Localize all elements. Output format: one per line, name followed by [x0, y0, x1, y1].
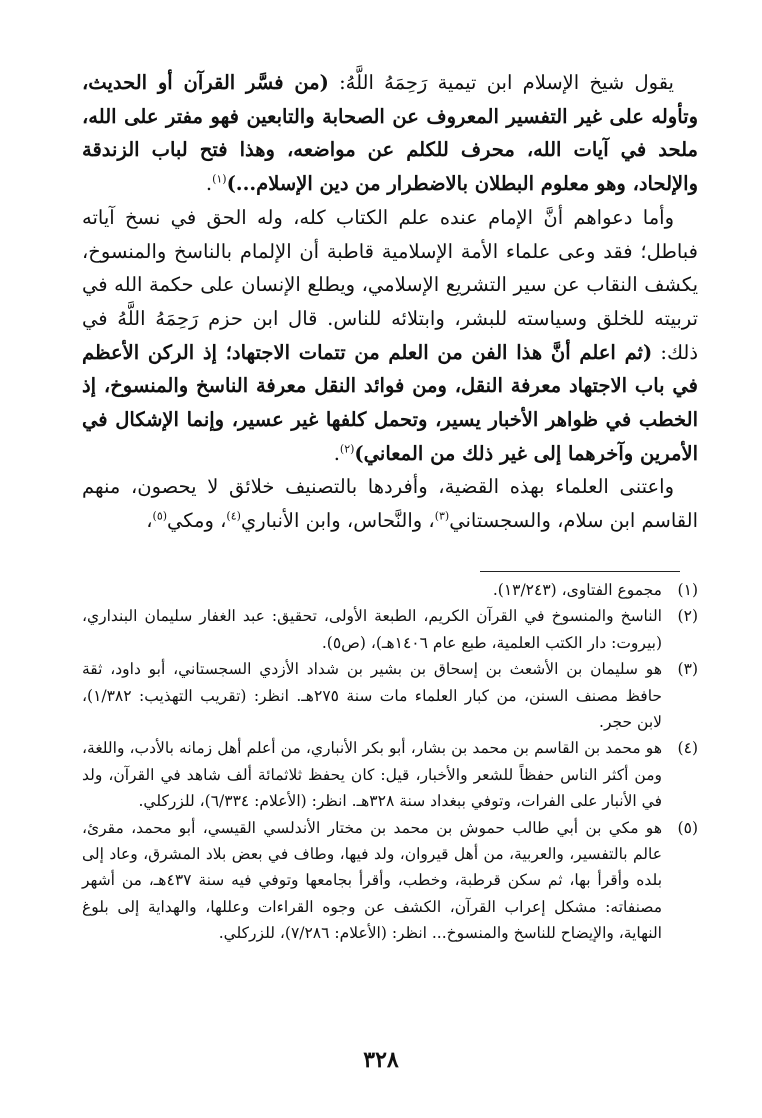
footnote-ref-4[interactable]: (٤): [226, 509, 241, 523]
footnote-text: هو سليمان بن الأشعث بن إسحاق بن بشير بن شداد الأزدي السجستاني، أبو داود، ثقة حافظ مصنف السنن، من كبار العلماء مات سنة ٢٧٥هـ. انظر: (تقريب التهذيب: ١/٣٨٢)، لابن حجر.: [82, 660, 662, 732]
footnotes: [82, 577, 698, 947]
footnote-5: [82, 815, 698, 947]
p1-end: .: [205, 172, 213, 196]
footnote-1: [82, 577, 698, 603]
p2-end: .: [333, 441, 340, 465]
footnote-text: الناسخ والمنسوخ في القرآن الكريم، الطبعة الأولى، تحقيق: عبد الغفار سليمان البنداري، (بيروت: دار الكتب العلمية، طبع عام ١٤٠٦هـ)، (ص٥).: [82, 607, 662, 652]
honorific-2: رَحِمَهُ اللَّهُ: [117, 306, 199, 330]
footnote-number: (٥): [677, 818, 698, 837]
footnote-separator: [480, 571, 680, 572]
page-number: ٣٢٨: [363, 1047, 399, 1073]
p3-text-2: ، والنَّحاس، وابن الأنباري: [240, 509, 435, 533]
footnote-number: (٢): [677, 607, 698, 626]
footnote-ref-5[interactable]: (٥): [152, 509, 168, 523]
footnote-number: (٣): [677, 660, 698, 679]
quote-ibn-taymiyyah: (من فسَّر القرآن أو الحديث، وتأوله على غير التفسير المعروف عن الصحابة والتابعين فهو مفتر على الله، ملحد في آيات الله، محرف للكلم عن مواضعه، وهذا فتح لباب الزندقة والإلحاد، وهو معلوم البطلان بالاضطرار من دين الإسلام...): [82, 71, 698, 196]
footnote-ref-2[interactable]: (٢): [339, 442, 355, 456]
p1-colon: :: [328, 71, 346, 94]
footnote-number: (٤): [677, 739, 698, 758]
p2-text: وأما دعواهم أنَّ الإمام عنده علم الكتاب كله، وله الحق في نسخ آياته فباطل؛ فقد وعى علماء الأمة الإسلامية قاطبة أن الإلمام بالناسخ والمنسوخ، يكشف النقاب عن سير التشريع الإسلامي، ويطلع الإنسان على حكمة الله في تربيته للخلق وسياسته للبشر، وابتلائه للناس. قال ابن حزم: [82, 205, 698, 330]
footnote-text: مجموع الفتاوى، (١٣/٢٤٣).: [492, 581, 662, 599]
p3-text-3: ، ومكي: [167, 509, 227, 533]
footnote-3: [82, 656, 698, 735]
paragraph-3: [82, 470, 698, 537]
quote-ibn-hazm: (ثم اعلم أنَّ هذا الفن من العلم من تتمات الاجتهاد؛ إذ الركن الأعظم في باب الاجتهاد معرفة النقل، ومن فوائد النقل معرفة الناسخ والمنسوخ، إذ الخطب في ظواهر الأخبار يسير، وتحمل كلفها غير عسير، وإنما الإشكال في الأمرين وآخرهما إلى غير ذلك من المعاني): [82, 340, 698, 465]
main-text: [82, 66, 698, 538]
footnote-ref-1[interactable]: (١): [212, 172, 227, 186]
p3-text-4: ،: [146, 509, 153, 533]
footnote-text: هو محمد بن القاسم بن محمد بن بشار، أبو بكر الأنباري، من أعلم أهل زمانه بالأدب، واللغة، ومن أكثر الناس حفظاً للشعر والأخبار، قيل: كان يحفظ ثلاثمائة ألف شاهد في القرآن، ولد في الأنبار على الفرات، وتوفي ببغداد سنة ٣٢٨هـ. انظر: (الأعلام: ٦/٣٣٤)، للزركلي.: [82, 739, 662, 811]
p2-mid: في ذلك:: [82, 306, 698, 364]
paragraph-2: [82, 201, 698, 471]
paragraph-1: [82, 66, 698, 201]
p1-intro: يقول شيخ الإسلام ابن تيمية: [427, 71, 674, 94]
footnote-4: [82, 735, 698, 814]
p3-text-1: واعتنى العلماء بهذه القضية، وأفردها بالتصنيف خلائق لا يحصون، منهم القاسم ابن سلام، والسجستاني: [82, 475, 698, 533]
footnote-ref-3[interactable]: (٣): [434, 509, 450, 523]
honorific-1: رَحِمَهُ اللَّهُ: [345, 71, 428, 94]
footnote-2: [82, 603, 698, 656]
footnote-number: (١): [677, 581, 698, 599]
footnote-text: هو مكي بن أبي طالب حموش بن محمد بن مختار الأندلسي القيسي، أبو محمد، مقرئ، عالم بالتفسير، والعربية، من أهل قيروان، ولد فيها، وطاف في بعض بلاد المشرق، وعاد إلى بلده وأقرأ بها، ثم سكن قرطبة، وخطب، وأقرأ بجامعها وتوفي فيه سنة ٤٣٧هـ، من أشهر مصنفاته: مشكل إعراب القرآن، الكشف عن وجوه القراءات وعللها، والهداية إلى بلوغ النهاية، والإيضاح للناسخ والمنسوخ... انظر: (الأعلام: ٧/٢٨٦)، للزركلي.: [82, 818, 663, 943]
